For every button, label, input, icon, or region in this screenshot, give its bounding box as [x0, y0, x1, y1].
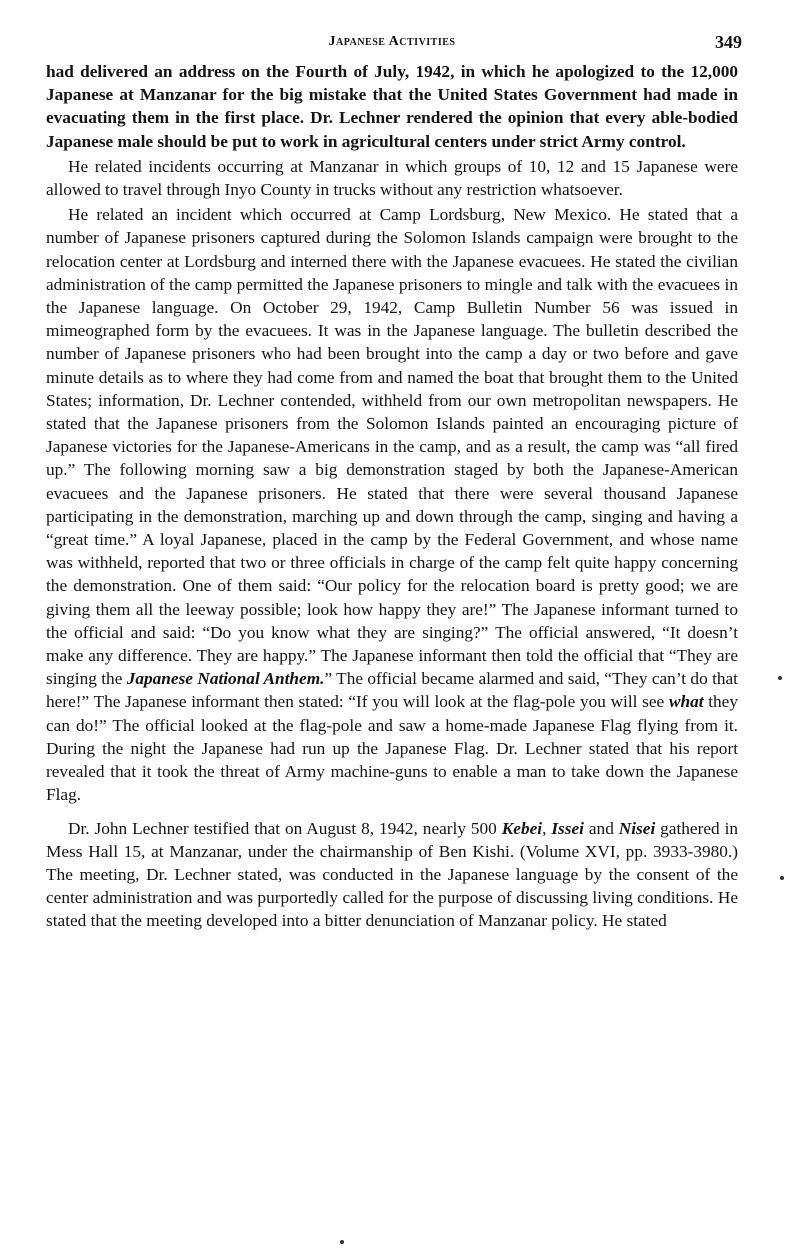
paragraph-1 [46, 60, 738, 153]
paragraph-4-text-2: , [542, 818, 552, 838]
scan-speck [780, 876, 784, 880]
scan-speck [340, 1240, 344, 1244]
nisei-term: Nisei [618, 818, 656, 838]
what-emphasis: what [668, 692, 704, 712]
scan-speck [778, 676, 782, 680]
paragraph-4 [46, 817, 738, 933]
page-header [46, 30, 742, 60]
paragraph-3-text: He related an incident which occurred at Camp Lordsburg, New Mexico. He stated that a number of Japanese prisoners captured during the Solomon Islands campaign were brought to the relocation center at Lordsburg and interned there with the Japanese evacuees. He stated the civilian administration of the camp permitted the Japanese prisoners to mingle and talk with the evacuees in the Japanese language. On October 29, 1942, Camp Bulletin Number 56 was issued in mimeographed form by the evacuees. It was in the Japanese language. The bulletin described the number of Japanese prisoners who had been brought into the camp a day or two before and gave minute details as to where they had come from and named the boat that brought them to the United States; information, Dr. Lechner contended, withheld from our own metropolitan newspapers. He stated that the Japanese prisoners from the Solomon Islands painted an encouraging picture of Japanese victories for the Japanese-Americans in the camp, and as a result, the camp was “all fired up.” The following morning saw a big demonstration staged by both the Japanese-American evacuees and the Japanese prisoners. He stated that there were several thousand Japanese participating in the demonstration, marching up and down through the camp, singing and having a “great time.” A loyal Japanese, placed in the camp by the Federal Government, and whose name was withheld, reported that two or three officials in charge of the camp felt quite happy concerning the demonstration. One of them said: “Our policy for the relocation board is pretty good; we are giving them all the leeway possible; look how happy they are!” The Japanese informant turned to the official and said: “Do you know what they are singing?” The official answered, “It doesn’t make any difference. They are happy.” The Japanese informant then told the official that “They are singing the [46, 205, 738, 689]
page-number: 349 [715, 32, 742, 52]
paragraph-1-text: had delivered an address on the Fourth of July, 1942, in which he apologized to the 12,000 Japanese at Manzanar for the big mistake that the United States Government had made in evacuating them in the first place. Dr. Lechner rendered the opinion that every able-bodied Japanese male should be put to work in agricultural centers under strict Army control. [46, 62, 738, 151]
paragraph-4-text-4: gathered in Mess Hall 15, at Manzanar, under the chairmanship of Ben Kishi. (Volume XVI, pp. 3933-3980.) The meeting, Dr. Lechner stated, was conducted in the Japanese language by the consent of the center administration and was purportedly called for the purpose of discussing living conditions. He stated that the meeting developed into a bitter denunciation of Manzanar policy. He stated [46, 818, 739, 931]
running-head: Japanese Activities [328, 34, 456, 49]
paragraph-4-text: Dr. John Lechner testified that on August 8, 1942, nearly 500 [68, 818, 502, 838]
issei-term: Issei [551, 818, 584, 838]
paragraph-3 [46, 203, 738, 806]
paragraph-2-text: He related incidents occurring at Manzanar in which groups of 10, 12 and 15 Japanese were allowed to travel through Inyo County in trucks without any restriction whatsoever. [46, 156, 738, 200]
paragraph-3-text-2: ” The official became alarmed and said, “They can’t do that here!” The Japanese informant then stated: “If you will look at the flag-pole you will see [46, 669, 738, 712]
document-page [46, 30, 742, 933]
paragraph-2 [46, 155, 738, 201]
paragraph-4-text-3: and [583, 818, 619, 838]
anthem-emphasis: Japanese National Anthem. [126, 669, 325, 689]
kebei-term: Kebei [501, 818, 543, 838]
paragraph-3-text-3: they can do!” The official looked at the flag-pole and saw a home-made Japanese Flag flying from it. During the night the Japanese had run up the Japanese Flag. Dr. Lechner stated that his report revealed that it took the threat of Army machine-guns to enable a man to take down the Japanese Flag. [46, 692, 738, 805]
